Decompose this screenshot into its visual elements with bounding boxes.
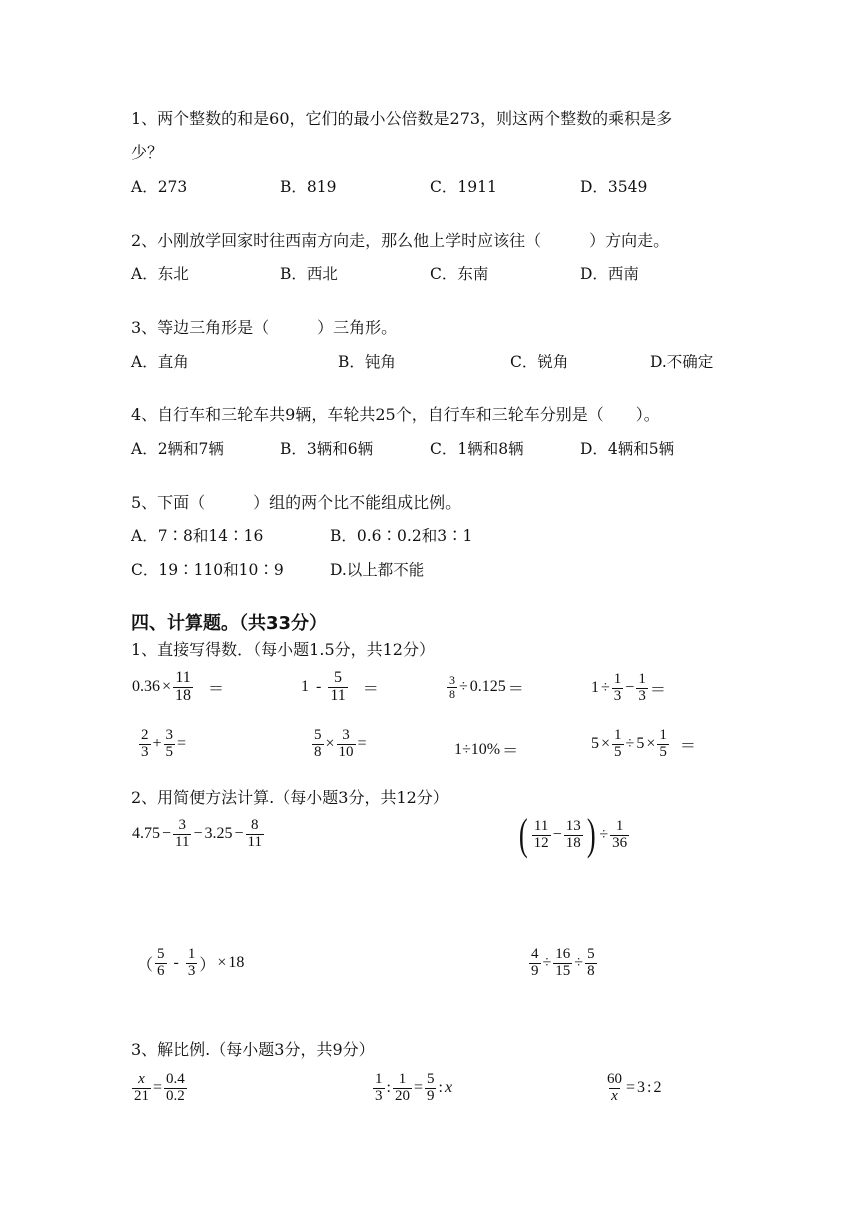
part-3-title: 3、解比例.（每小题3分，共9分） [131, 1040, 375, 1059]
q5-option-a: A．7∶8和14∶16 [131, 527, 264, 545]
q5-option-c: C．19∶110和10∶9 [131, 561, 284, 579]
fraction: $\frac{5}{6}$ [157, 946, 165, 979]
fraction: $\frac{3}{10}$ [338, 727, 354, 760]
fraction: $\frac{x}{21}$ [134, 1071, 149, 1104]
q3-option-a: A．直角 [131, 353, 189, 371]
fraction: $\frac{2}{3}$ [141, 727, 149, 760]
fraction: $\frac{1}{5}$ [614, 727, 622, 760]
q2-option-b: B．西北 [280, 265, 338, 283]
q5-option-d: D.以上都不能 [330, 561, 425, 579]
expr-a1: 0.36 × $\frac{11}{18}$ ＝ [132, 669, 225, 704]
fraction: $\frac{3}{11}$ [175, 817, 190, 850]
fraction: $\frac{1}{3}$ [187, 946, 196, 979]
expr-c2: ( $\frac{11}{12}$ − $\frac{13}{18}$ ) ÷ $\frac{1}{36}$ [518, 810, 628, 859]
question-4: 4、自行车和三轮车共9辆，车轮共25个，自行车和三轮车分别是（ ）。 [131, 405, 660, 424]
expr-b4: 5 × $\frac{1}{5}$ ÷ 5 × $\frac{1}{5}$ ＝ [591, 727, 696, 760]
fraction: $\frac{1}{20}$ [394, 1071, 410, 1104]
q3-option-b: B．钝角 [338, 353, 396, 371]
fraction: $\frac{5}{8}$ [587, 946, 595, 979]
q2-option-c: C．东南 [430, 265, 489, 283]
expr-d1: （ $\frac{5}{6}$ - $\frac{1}{3}$ ） × 18 [137, 946, 245, 979]
fraction: $\frac{1}{3}$ [375, 1071, 383, 1104]
expr-b3: 1÷10% ＝ [454, 740, 519, 760]
expr-b2: $\frac{5}{8}$ × $\frac{3}{10}$ = [314, 727, 367, 760]
expr-a4: 1 ÷ $\frac{1}{3}$ − $\frac{1}{3}$ ＝ [591, 671, 666, 704]
expr-a2: 1 - $\frac{5}{11}$ ＝ [301, 669, 379, 704]
q4-option-d: D．4辆和5辆 [580, 440, 675, 458]
fraction: $\frac{3}{5}$ [165, 727, 174, 760]
q2-option-d: D．西南 [580, 265, 639, 283]
q2-option-a: A．东北 [131, 265, 189, 283]
question-1-line1: 1、两个整数的和是60，它们的最小公倍数是273，则这两个整数的乘积是多 [131, 109, 673, 128]
fraction: $\frac{1}{3}$ [613, 671, 622, 704]
question-1-line2: 少？ [131, 143, 164, 162]
fraction: $\frac{1}{36}$ [612, 817, 628, 851]
q4-option-b: B．3辆和6辆 [280, 440, 374, 458]
fraction: $\frac{11}{18}$ [175, 669, 192, 704]
part-1-title: 1、直接写得数．（每小题1.5分，共12分） [131, 640, 435, 659]
fraction: $\frac{60}{x}$ [607, 1071, 622, 1104]
fraction: $\frac{16}{15}$ [555, 946, 571, 979]
fraction: $\frac{1}{5}$ [659, 727, 667, 760]
q4-option-a: A．2辆和7辆 [131, 440, 224, 458]
fraction: $\frac{8}{11}$ [247, 817, 262, 850]
fraction: $\frac{3}{8}$ [449, 673, 455, 701]
fraction: $\frac{11}{12}$ [533, 817, 549, 851]
proportion-3: $\frac{60}{x}$ = 3 : 2 [607, 1071, 662, 1104]
q3-option-d: D.不确定 [650, 353, 714, 371]
section-heading: 四、计算题。（共33分） [131, 613, 328, 634]
q5-option-b: B．0.6∶0.2和3∶1 [330, 527, 473, 545]
fraction: $\frac{0.4}{0.2}$ [166, 1071, 185, 1104]
fraction: $\frac{13}{18}$ [565, 817, 581, 851]
q1-option-a: A．273 [131, 178, 188, 196]
fraction: $\frac{5}{8}$ [314, 727, 322, 760]
fraction: $\frac{4}{9}$ [531, 946, 539, 979]
q1-option-c: C．1911 [430, 178, 497, 196]
expr-d2: $\frac{4}{9}$ ÷ $\frac{16}{15}$ ÷ $\frac{5}{8}$ [531, 946, 595, 979]
expr-a3: $\frac{3}{8}$ ÷ 0.125 ＝ [449, 673, 524, 701]
question-2: 2、小刚放学回家时往西南方向走，那么他上学时应该往（ ）方向走。 [131, 231, 670, 250]
proportion-2: $\frac{1}{3}$ : $\frac{1}{20}$ = $\frac{5}{9}$ : x [375, 1071, 453, 1104]
q3-option-c: C．锐角 [510, 353, 569, 371]
fraction: $\frac{5}{9}$ [426, 1071, 435, 1104]
question-5: 5、下面（ ）组的两个比不能组成比例。 [131, 493, 462, 512]
question-3: 3、等边三角形是（ ）三角形。 [131, 318, 398, 337]
fraction: $\frac{5}{11}$ [330, 669, 346, 704]
q1-option-d: D．3549 [580, 178, 648, 196]
part-2-title: 2、用简便方法计算.（每小题3分，共12分） [131, 788, 449, 807]
fraction: $\frac{1}{3}$ [638, 671, 646, 704]
proportion-1: $\frac{x}{21}$ = $\frac{0.4}{0.2}$ [134, 1071, 185, 1104]
q4-option-c: C．1辆和8辆 [430, 440, 524, 458]
expr-b1: $\frac{2}{3}$ + $\frac{3}{5}$ = [141, 727, 187, 760]
q1-option-b: B．819 [280, 178, 337, 196]
expr-c1: 4.75 − $\frac{3}{11}$ − 3.25 − $\frac{8}{11}$ [132, 817, 262, 850]
